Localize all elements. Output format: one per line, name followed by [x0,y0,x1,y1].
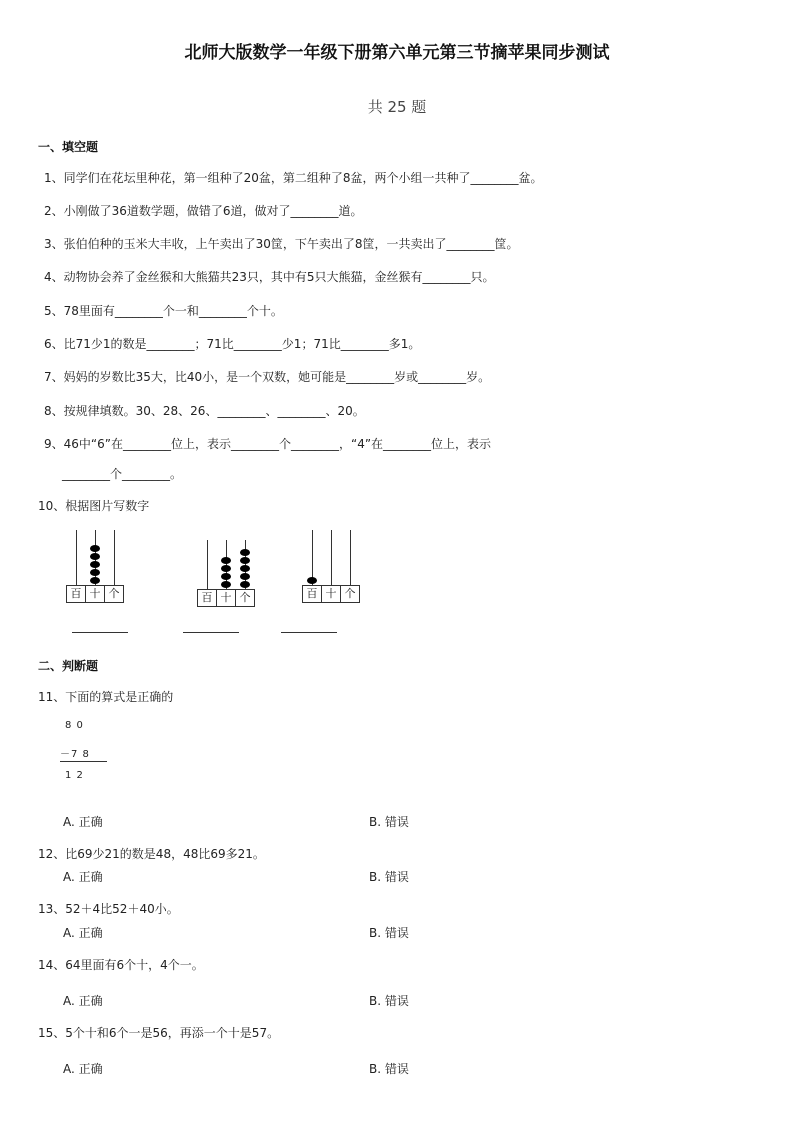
question-13: 13、52＋4比52＋40小。 [38,902,179,916]
option-a[interactable]: A. 正确 [63,1062,103,1076]
option-a[interactable]: A. 正确 [63,815,103,829]
option-b[interactable]: B. 错误 [369,1062,409,1076]
answer-line [281,632,337,633]
question-6: 6、比71少1的数是________；71比________少1；71比________多1。 [44,337,421,351]
abacus-bead [221,557,231,564]
abacus-bead [90,553,100,560]
option-b[interactable]: B. 错误 [369,926,409,940]
option-b[interactable]: B. 错误 [369,994,409,1008]
place-label: 个 [340,586,359,602]
question-count: 共 25 题 [367,98,427,116]
question-9: 9、46中“6”在________位上，表示________个________，“4”在________位上，表示 [44,437,492,451]
section-heading-fill: 一、填空题 [38,140,99,154]
question-12: 12、比69少21的数是48，48比69多21。 [38,847,265,861]
abacus-bead [240,565,250,572]
abacus-bead [90,545,100,552]
abacus-rod [114,530,115,585]
abacus-bead [90,577,100,584]
option-a[interactable]: A. 正确 [63,870,103,884]
abacus-bead [240,557,250,564]
place-label: 十 [85,586,104,602]
abacus-rod [76,530,77,585]
abacus-bead [240,549,250,556]
question-5: 5、78里面有________个一和________个十。 [44,304,283,318]
vertical-calc-top: 8 0 [65,720,84,731]
question-10: 10、根据图片写数字 [38,499,150,513]
place-label: 百 [306,587,318,600]
question-8: 8、按规律填数。30、28、26、________、________、20。 [44,404,365,418]
question-4: 4、动物协会养了金丝猴和大熊猫共23只，其中有5只大熊猫，金丝猴有________只。 [44,270,495,284]
question-11: 11、下面的算式是正确的 [38,690,174,704]
place-label: 个 [235,590,254,606]
abacus-bead [221,573,231,580]
option-a[interactable]: A. 正确 [63,926,103,940]
abacus-rod [331,530,332,585]
place-label: 十 [216,590,235,606]
abacus-bead [240,581,250,588]
question-15: 15、5个十和6个一是56，再添一个十是57。 [38,1026,280,1040]
abacus-bead [307,577,317,584]
vertical-calc-second: －7 8 [60,749,90,760]
abacus-bead [240,573,250,580]
abacus-rod [350,530,351,585]
question-7: 7、妈妈的岁数比35大，比40小，是一个双数，她可能是________岁或________岁。 [44,370,491,384]
page-title: 北师大版数学一年级下册第六单元第三节摘苹果同步测试 [184,43,610,63]
section-heading-judge: 二、判断题 [38,659,99,673]
option-b[interactable]: B. 错误 [369,815,409,829]
question-14: 14、64里面有6个十，4个一。 [38,958,204,972]
place-label: 十 [321,586,340,602]
abacus-bead [90,561,100,568]
place-label: 个 [104,586,123,602]
option-a[interactable]: A. 正确 [63,994,103,1008]
answer-line [72,632,128,633]
abacus-base [302,585,360,603]
place-label: 百 [201,591,213,604]
abacus-bead [221,581,231,588]
question-9-continued: ________个________。 [62,467,183,481]
place-label: 百 [70,587,82,600]
question-1: 1、同学们在花坛里种花，第一组种了20盆，第二组种了8盆，两个小组一共种了________盆。 [44,171,543,185]
vertical-calc-result: 1 2 [65,770,84,781]
abacus-bead [221,565,231,572]
option-b[interactable]: B. 错误 [369,870,409,884]
question-2: 2、小刚做了36道数学题，做错了6道，做对了________道。 [44,204,363,218]
abacus-rod [207,540,208,589]
answer-line [183,632,239,633]
question-3: 3、张伯伯种的玉米大丰收，上午卖出了30筐，下午卖出了8筐，一共卖出了________筐。 [44,237,519,251]
abacus-base [197,589,255,607]
vertical-calc-rule [60,761,107,762]
abacus-bead [90,569,100,576]
abacus-base [66,585,124,603]
